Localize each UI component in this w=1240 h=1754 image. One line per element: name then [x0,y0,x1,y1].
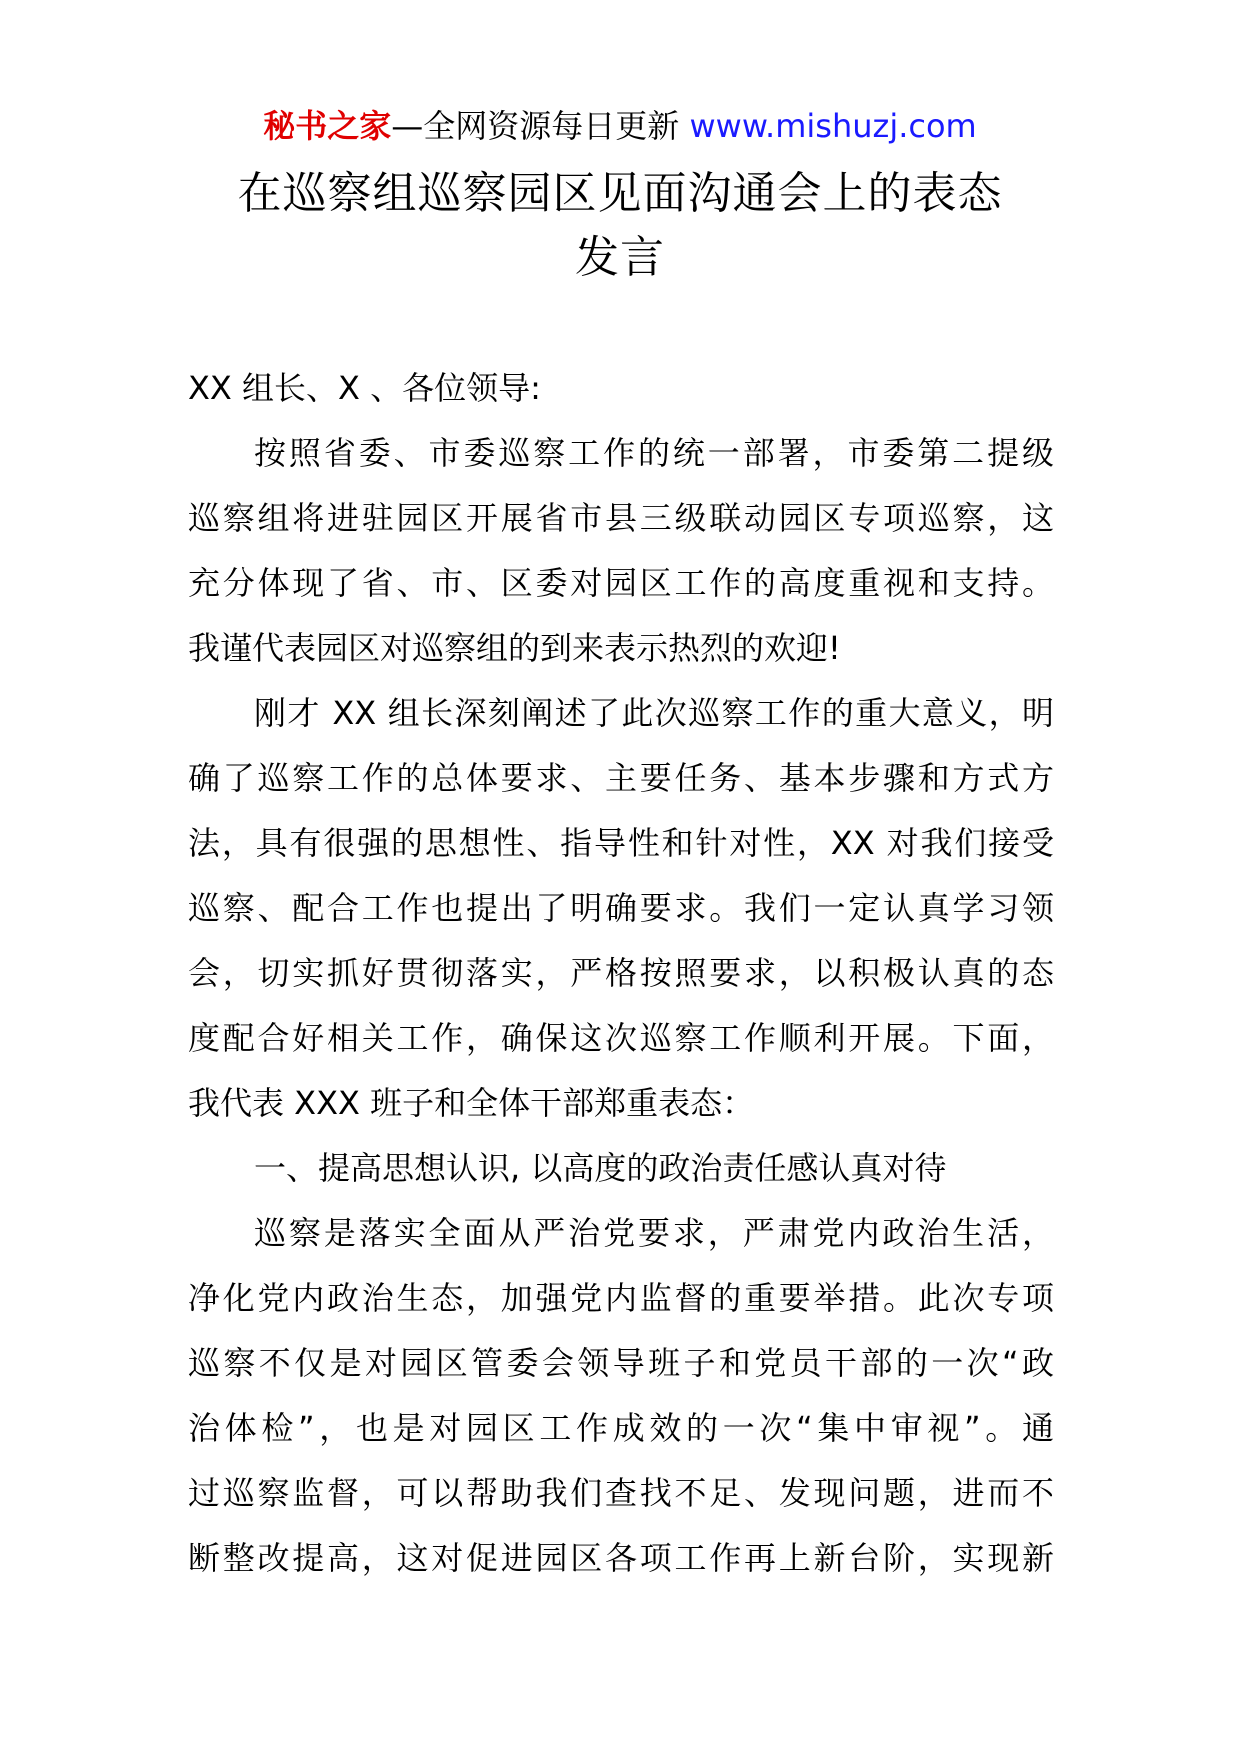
document-title [0,162,1240,290]
body-line: 度配合好相关工作，确保这次巡察工作顺利开展。下面， [188,1019,1054,1057]
body-line: 刚才 XX 组长深刻阐述了此次巡察工作的重大意义，明 [254,694,1054,732]
body-line: 充分体现了省、市、区委对园区工作的高度重视和支持。 [188,564,1054,602]
body-line: 巡察是落实全面从严治党要求，严肃党内政治生活， [254,1214,1054,1252]
body-line: 净化党内政治生态，加强党内监督的重要举措。此次专项 [188,1279,1054,1317]
body-line: 法，具有很强的思想性、指导性和针对性，XX 对我们接受 [188,824,1054,862]
body-line: 巡察、配合工作也提出了明确要求。我们一定认真学习领 [188,889,1054,927]
site-brand: 秘书之家 [263,107,392,145]
body-line: 巡察组将进驻园区开展省市县三级联动园区专项巡察，这 [188,499,1054,537]
body-line: 治体检”，也是对园区工作成效的一次“集中审视”。通 [188,1409,1054,1447]
body-line: 确了巡察工作的总体要求、主要任务、基本步骤和方式方 [188,759,1054,797]
body-line: 会，切实抓好贯彻落实，严格按照要求，以积极认真的态 [188,954,1054,992]
site-url-link[interactable]: www.mishuzj.com [689,107,977,145]
body-line: 巡察不仅是对园区管委会领导班子和党员干部的一次“政 [188,1344,1054,1382]
body-line: 过巡察监督，可以帮助我们查找不足、发现问题，进而不 [188,1474,1054,1512]
body-line: 按照省委、市委巡察工作的统一部署，市委第二提级 [254,434,1054,472]
section-heading: 一、提高思想认识, 以高度的政治责任感认真对待 [254,1149,947,1187]
site-tagline: —全网资源每日更新 [391,107,690,145]
body-line: 断整改提高，这对促进园区各项工作再上新台阶，实现新 [188,1539,1054,1577]
body-line: 我代表 XXX 班子和全体干部郑重表态： [188,1084,755,1122]
salutation: XX 组长、X 、各位领导: [188,369,541,407]
document-body [188,356,1054,1591]
body-line: 我谨代表园区对巡察组的到来表示热烈的欢迎! [188,629,841,667]
site-header [0,104,1240,148]
title-line-2: 发言 [575,232,665,283]
title-line-1: 在巡察组巡察园区见面沟通会上的表态 [237,168,1003,219]
